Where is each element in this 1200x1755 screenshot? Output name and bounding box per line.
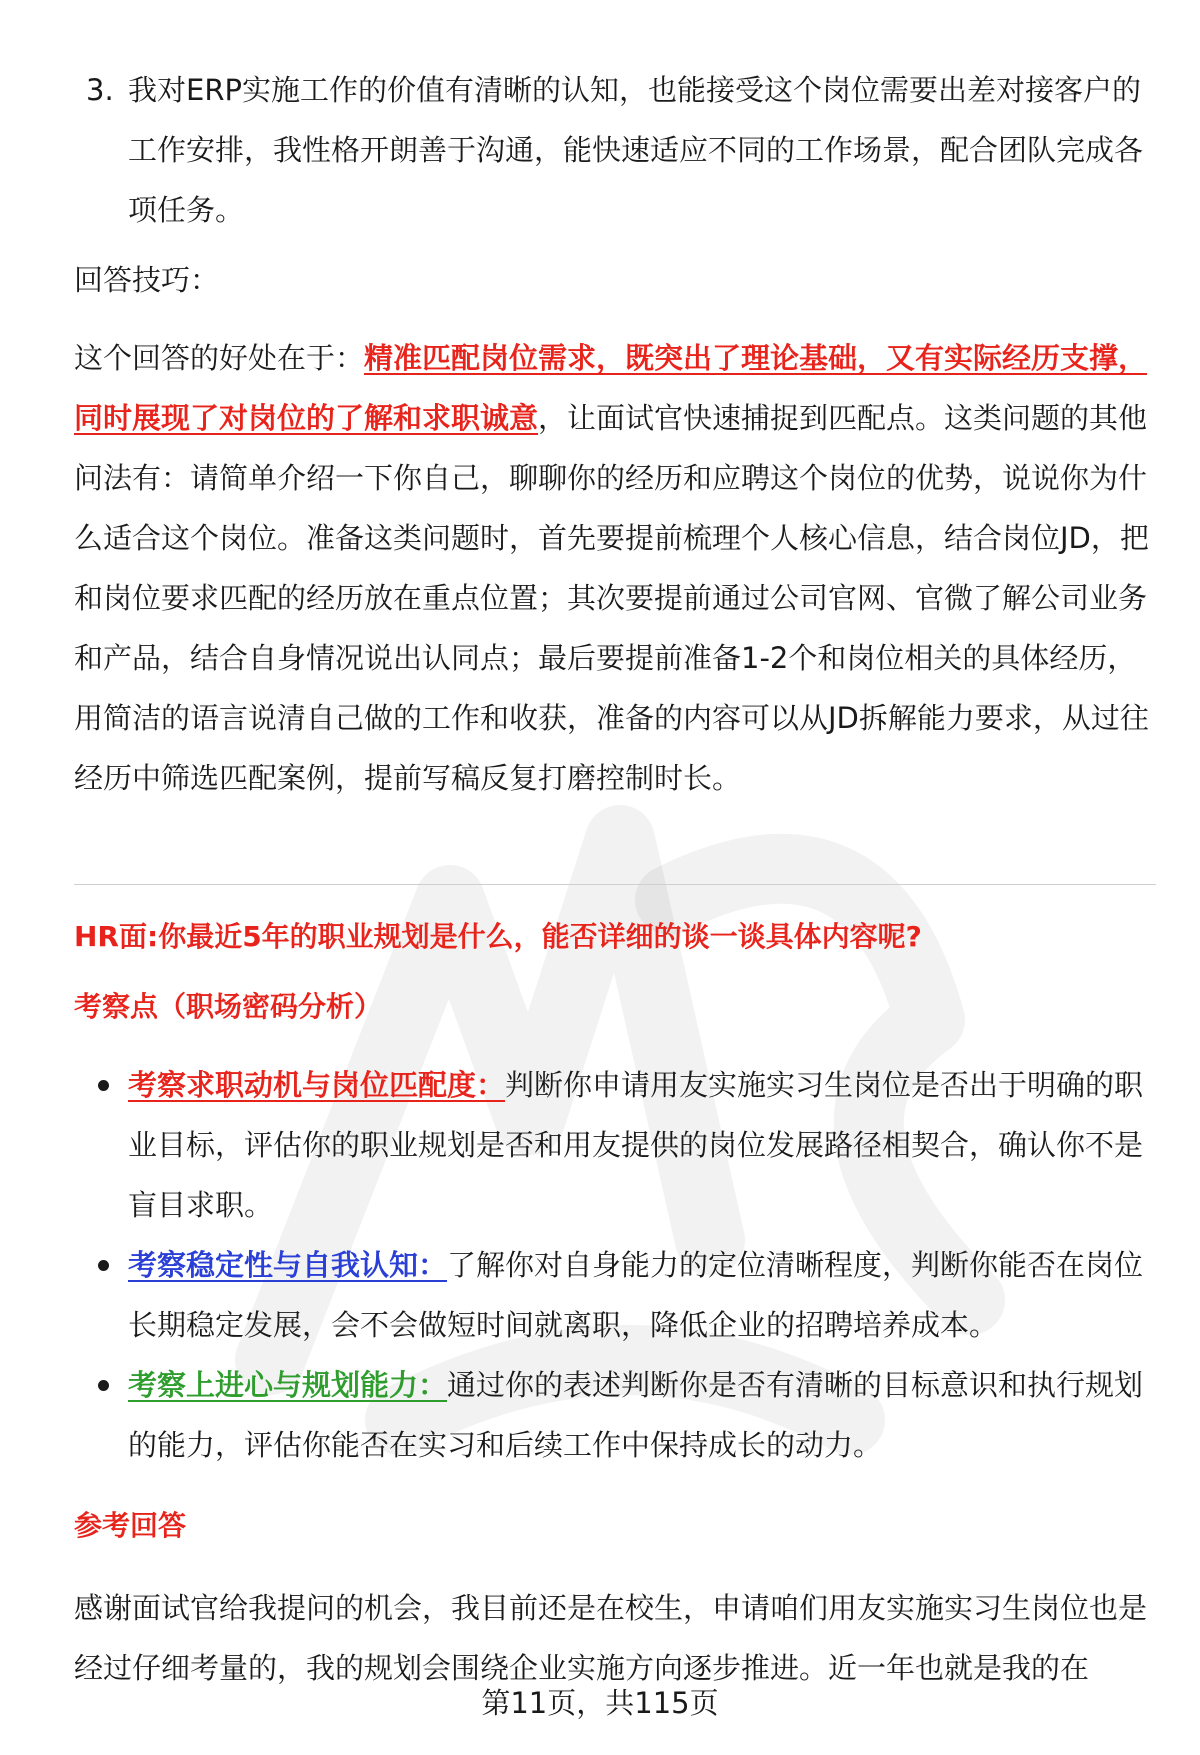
analysis-item bbox=[74, 1355, 1154, 1475]
numbered-item bbox=[74, 60, 1154, 240]
bullet-icon bbox=[98, 1380, 109, 1391]
section-divider bbox=[74, 884, 1156, 885]
analysis-text: 通过你的表述判断你是否有清晰的目标意识和执行规划的能力，评估你能否在实习和后续工作中保持成长的动力。 bbox=[128, 1368, 1144, 1462]
tips-rest: ，让面试官快速捕捉到匹配点。这类问题的其他问法有：请简单介绍一下你自己，聊聊你的经历和应聘这个岗位的优势，说说你为什么适合这个岗位。准备这类问题时，首先要提前梳理个人核心信息，结合岗位JD，把和岗位要求匹配的经历放在重点位置；其次要提前通过公司官网、官微了解公司业务和产品，结合自身情况说出认同点；最后要提前准备1-2个和岗位相关的具体经历，用简洁的语言说清自己做的工作和收获，准备的内容可以从JD拆解能力要求，从过往经历中筛选匹配案例，提前写稿反复打磨控制时长。 bbox=[74, 401, 1149, 795]
analysis-keyword: 考察稳定性与自我认知： bbox=[128, 1248, 448, 1282]
analysis-text: 判断你申请用友实施实习生岗位是否出于明确的职业目标，评估你的职业规划是否和用友提供的岗位发展路径相契合，确认你不是盲目求职。 bbox=[128, 1068, 1144, 1222]
analysis-item bbox=[74, 1055, 1154, 1235]
analysis-list bbox=[74, 1055, 1154, 1475]
item-text: 我对ERP实施工作的价值有清晰的认知，也能接受这个岗位需要出差对接客户的工作安排，我性格开朗善于沟通，能快速适应不同的工作场景，配合团队完成各项任务。 bbox=[128, 73, 1144, 227]
bullet-icon bbox=[98, 1080, 109, 1091]
tips-highlight: 精准匹配岗位需求，既突出了理论基础，又有实际经历支撑，同时展现了对岗位的了解和求职诚意 bbox=[74, 341, 1148, 435]
page-footer: 第11页，共115页 bbox=[481, 1686, 719, 1720]
bullet-icon bbox=[98, 1260, 109, 1271]
tips-lead: 这个回答的好处在于： bbox=[74, 341, 365, 375]
reference-paragraph: 感谢面试官给我提问的机会，我目前还是在校生，申请咱们用友实施实习生岗位也是经过仔细考量的，我的规划会围绕企业实施方向逐步推进。近一年也就是我的在 bbox=[74, 1591, 1148, 1685]
analysis-item bbox=[74, 1235, 1154, 1355]
tips-paragraph bbox=[74, 328, 1154, 808]
item-number: 3. bbox=[86, 73, 114, 107]
analysis-keyword: 考察求职动机与岗位匹配度： bbox=[128, 1068, 506, 1102]
analysis-title: 考察点（职场密码分析） bbox=[74, 990, 383, 1023]
tips-label: 回答技巧： bbox=[74, 263, 220, 297]
reference-title: 参考回答 bbox=[74, 1509, 187, 1542]
analysis-text: 了解你对自身能力的定位清晰程度，判断你能否在岗位长期稳定发展，会不会做短时间就离职，降低企业的招聘培养成本。 bbox=[128, 1248, 1144, 1342]
question-heading: HR面:你最近5年的职业规划是什么，能否详细的谈一谈具体内容呢? bbox=[74, 920, 922, 953]
analysis-keyword: 考察上进心与规划能力： bbox=[128, 1368, 448, 1402]
